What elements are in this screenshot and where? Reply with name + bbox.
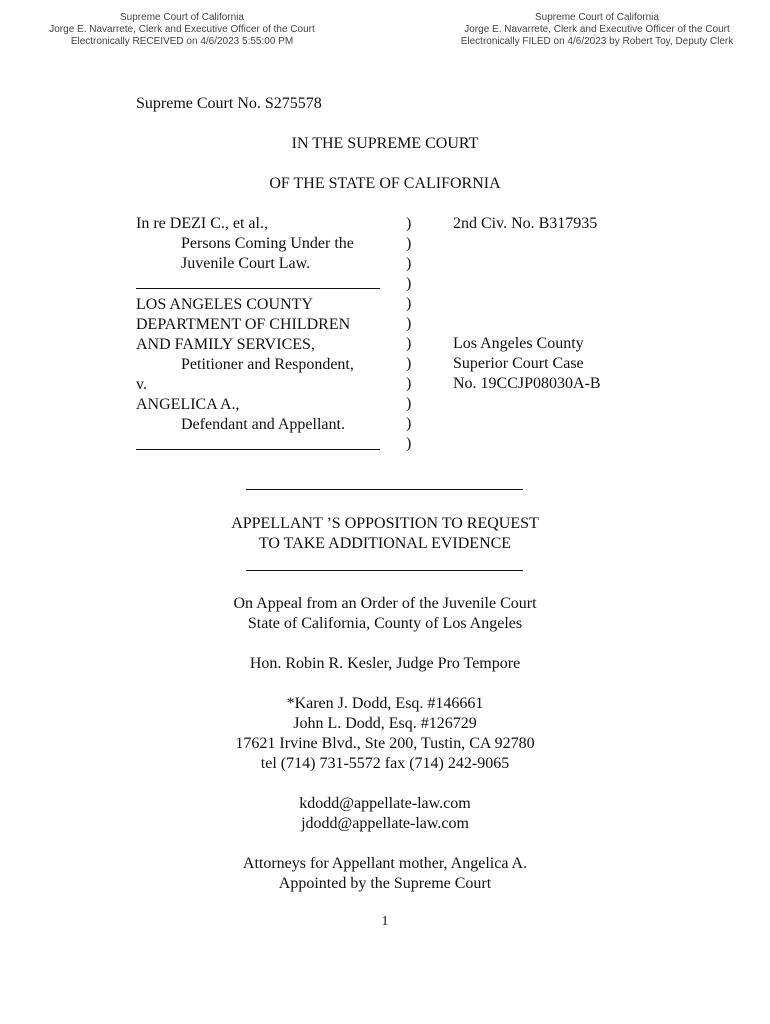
superior-court-line: Superior Court Case <box>453 355 584 372</box>
received-stamp <box>48 12 316 48</box>
caption-paren: ) <box>406 275 412 292</box>
document-title-line-2: TO TAKE ADDITIONAL EVIDENCE <box>258 535 512 552</box>
caption-line: ANGELICA A., <box>136 396 240 413</box>
caption-line: DEPARTMENT OF CHILDREN <box>136 316 351 333</box>
attorney-email: kdodd@appellate-law.com <box>299 795 471 812</box>
caption-paren: ) <box>406 355 412 372</box>
caption-paren: ) <box>406 315 412 332</box>
stamp-court: Supreme Court of California <box>120 12 244 23</box>
caption-paren: ) <box>406 415 412 432</box>
caption-line: AND FAMILY SERVICES, <box>136 336 315 353</box>
caption-paren: ) <box>406 335 412 352</box>
caption-paren: ) <box>406 255 412 272</box>
court-name-line-1: IN THE SUPREME COURT <box>291 135 479 152</box>
attorney-phone: tel (714) 731-5572 fax (714) 242-9065 <box>260 755 510 772</box>
filed-stamp <box>458 12 736 48</box>
stamp-clerk: Jorge E. Navarrete, Clerk and Executive Officer of the Court <box>464 24 730 35</box>
attorney-line: John L. Dodd, Esq. #126729 <box>293 715 477 732</box>
caption-divider <box>136 435 380 450</box>
page-number: 1 <box>381 914 389 929</box>
attorney-role-line-1: Attorneys for Appellant mother, Angelica A. <box>242 855 528 872</box>
stamp-received-date: Electronically RECEIVED on 4/6/2023 5:55:00 PM <box>70 36 294 47</box>
judge-name: Hon. Robin R. Kesler, Judge Pro Tempore <box>249 655 521 672</box>
caption-paren: ) <box>406 235 412 252</box>
caption-paren: ) <box>406 395 412 412</box>
caption-line: In re DEZI C., et al., <box>136 215 268 232</box>
appeal-line-2: State of California, County of Los Angeles <box>247 615 523 632</box>
case-number: Supreme Court No. S275578 <box>136 95 322 112</box>
caption-paren: ) <box>406 295 412 312</box>
stamp-filed-date: Electronically FILED on 4/6/2023 by Robert Toy, Deputy Clerk <box>460 36 734 47</box>
caption-paren: ) <box>406 215 412 232</box>
document-title-line-1: APPELLANT ’S OPPOSITION TO REQUEST <box>231 515 539 532</box>
caption-line: Defendant and Appellant. <box>181 416 345 433</box>
caption-parenthesis-column <box>406 214 411 454</box>
superior-court-case <box>453 334 601 394</box>
caption-line: Petitioner and Respondent, <box>181 356 354 373</box>
attorney-address: 17621 Irvine Blvd., Ste 200, Tustin, CA 92780 <box>235 735 535 752</box>
title-divider-top <box>246 489 523 490</box>
caption-line: Persons Coming Under the <box>181 235 354 252</box>
attorney-line: *Karen J. Dodd, Esq. #146661 <box>286 695 484 712</box>
appeal-line-1: On Appeal from an Order of the Juvenile Court <box>233 595 537 612</box>
caption-divider <box>136 274 380 289</box>
caption-parties <box>136 214 380 456</box>
superior-court-line: Los Angeles County <box>453 335 584 352</box>
caption-line: LOS ANGELES COUNTY <box>136 296 313 313</box>
caption-line: v. <box>136 376 147 393</box>
court-name-line-2: OF THE STATE OF CALIFORNIA <box>269 175 501 192</box>
attorney-email: jdodd@appellate-law.com <box>301 815 469 832</box>
attorney-role-line-2: Appointed by the Supreme Court <box>278 875 492 892</box>
stamp-clerk: Jorge E. Navarrete, Clerk and Executive Officer of the Court <box>49 24 315 35</box>
civil-case-number: 2nd Civ. No. B317935 <box>453 215 598 232</box>
stamp-court: Supreme Court of California <box>535 12 659 23</box>
caption-paren: ) <box>406 375 412 392</box>
title-divider-bottom <box>246 570 523 571</box>
superior-court-line: No. 19CCJP08030A-B <box>453 375 601 392</box>
caption-line: Juvenile Court Law. <box>181 255 311 272</box>
caption-paren: ) <box>406 435 412 452</box>
